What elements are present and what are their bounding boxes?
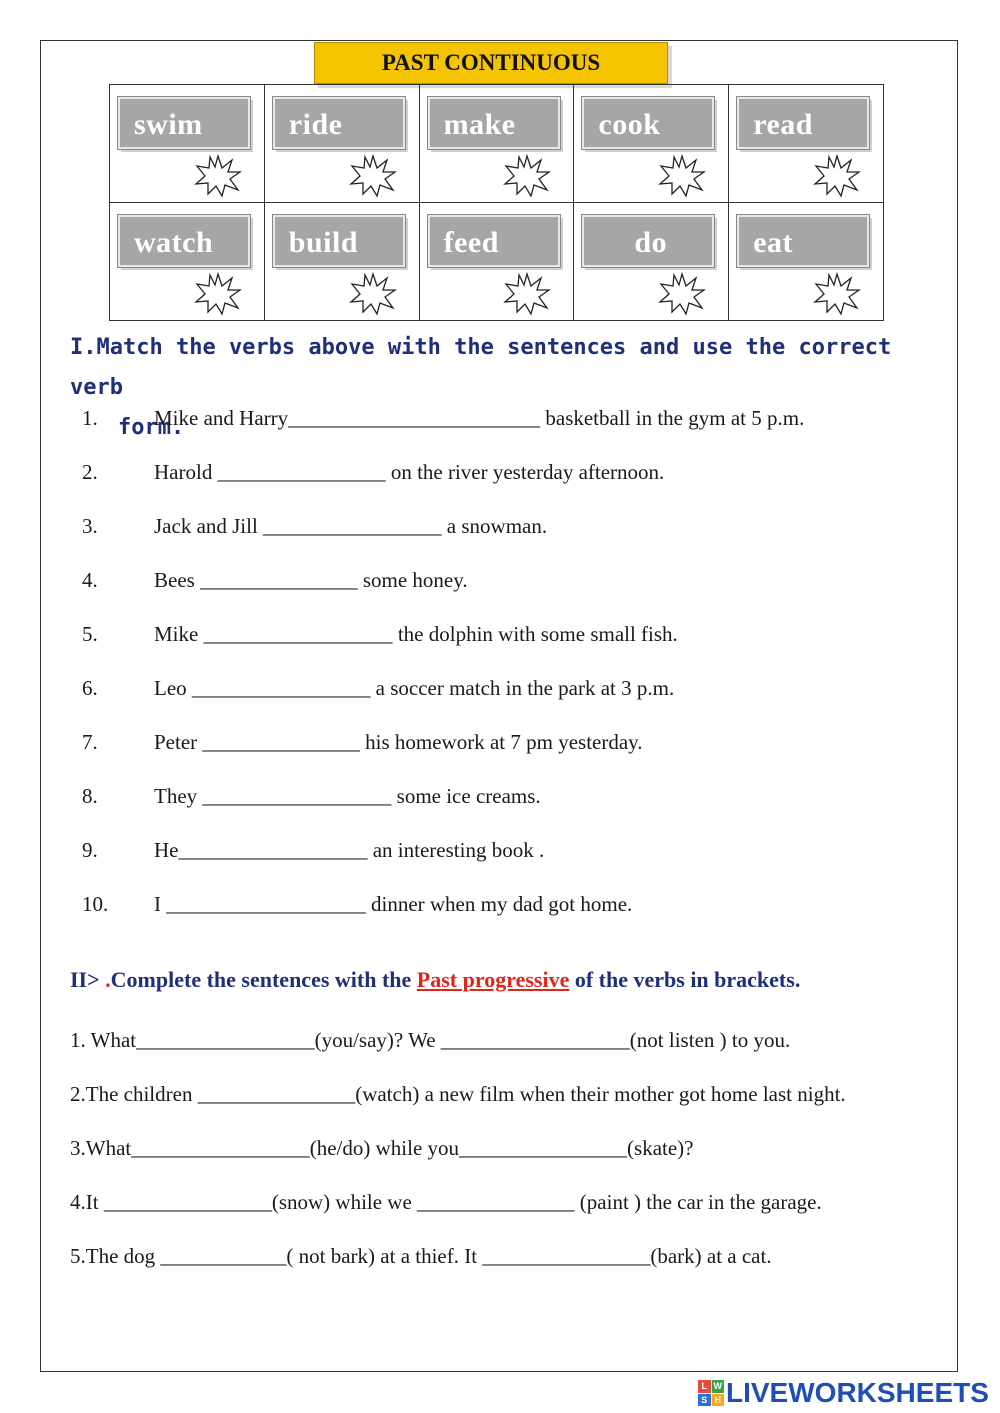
burst-drop-icon[interactable] [658,272,706,316]
list-item[interactable] [70,454,664,490]
item-sentence: Harold ________________ on the river yesterday afternoon. [154,460,665,484]
verb-cell [264,85,419,203]
heading-dot: . [105,967,111,992]
burst-drop-icon[interactable] [658,154,706,198]
item-number: 1. [82,406,98,430]
verb-card-do[interactable]: do [582,215,714,267]
item-sentence: They __________________ some ice creams. [154,784,541,808]
heading-main: Complete the sentences with the [110,967,417,992]
verb-card-swim[interactable]: swim [118,97,250,149]
item-sentence: Bees _______________ some honey. [154,568,468,592]
item-sentence: I ___________________ dinner when my dad got home. [154,892,633,916]
item-sentence: Leo _________________ a soccer match in the park at 3 p.m. [154,676,675,700]
heading-highlight: Past progressive [416,967,570,992]
item-sentence: Mike and Harry________________________ basketball in the gym at 5 p.m. [154,406,805,430]
burst-drop-icon[interactable] [813,272,861,316]
list-item[interactable] [70,508,547,544]
item-sentence: Jack and Jill _________________ a snowman. [154,514,548,538]
verb-cell [574,203,729,321]
logo-text: LIVEWORKSHEETS [726,1377,989,1408]
burst-drop-icon[interactable] [813,154,861,198]
verb-cell [729,203,884,321]
item-number: 3. [82,514,98,538]
list-item[interactable]: 4.It ________________(snow) while we _______________ (paint ) the car in the garage. [70,1190,822,1214]
verb-card-make[interactable]: make [428,97,560,149]
item-sentence: He__________________ an interesting book . [154,838,545,862]
verb-cell [729,85,884,203]
verb-card-build[interactable]: build [273,215,405,267]
worksheet-title: PAST CONTINUOUS [314,42,668,84]
list-item[interactable] [70,724,643,760]
logo-icon: L W S H [698,1380,724,1406]
burst-drop-icon[interactable] [503,272,551,316]
verb-cell [574,85,729,203]
list-item[interactable] [70,778,541,814]
verb-card-eat[interactable]: eat [737,215,869,267]
item-number: 5. [82,622,98,646]
section1-heading-line1: I.Match the verbs above with the sentences and use the correct verb [70,335,892,400]
list-item[interactable]: 1. What_________________(you/say)? We __________________(not listen ) to you. [70,1028,791,1052]
verb-card-ride[interactable]: ride [273,97,405,149]
item-sentence: Mike __________________ the dolphin with some small fish. [154,622,678,646]
list-item[interactable] [70,886,632,922]
section1-heading-line2: form. [118,415,185,440]
heading-suffix: of the verbs in brackets [569,967,795,992]
verb-cell [264,203,419,321]
list-item[interactable] [70,832,544,868]
verb-card-feed[interactable]: feed [428,215,560,267]
liveworksheets-logo[interactable] [698,1376,989,1410]
verb-card-cook[interactable]: cook [582,97,714,149]
verb-card-watch[interactable]: watch [118,215,250,267]
section2-heading [70,962,960,998]
verb-cell [419,85,574,203]
heading-prefix: II> [70,967,106,992]
verb-cell [110,203,265,321]
list-item[interactable] [70,562,468,598]
verb-card-read[interactable]: read [737,97,869,149]
burst-drop-icon[interactable] [194,272,242,316]
item-sentence: Peter _______________ his homework at 7 pm yesterday. [154,730,643,754]
list-item[interactable]: 5.The dog ____________( not bark) at a thief. It ________________(bark) at a cat. [70,1244,772,1268]
list-item[interactable] [70,616,678,652]
verb-cell [419,203,574,321]
list-item[interactable] [70,670,674,706]
item-number: 10. [82,892,109,916]
list-item[interactable]: 2.The children _______________(watch) a new film when their mother got home last night. [70,1082,846,1106]
verb-bank-table [109,84,884,321]
list-item[interactable]: 3.What_________________(he/do) while you________________(skate)? [70,1136,694,1160]
burst-drop-icon[interactable] [349,272,397,316]
burst-drop-icon[interactable] [194,154,242,198]
item-number: 8. [82,784,98,808]
item-number: 9. [82,838,98,862]
burst-drop-icon[interactable] [503,154,551,198]
list-item[interactable] [70,400,804,436]
verb-cell [110,85,265,203]
item-number: 2. [82,460,98,484]
item-number: 4. [82,568,98,592]
heading-end: . [794,967,801,992]
item-number: 7. [82,730,98,754]
item-number: 6. [82,676,98,700]
burst-drop-icon[interactable] [349,154,397,198]
